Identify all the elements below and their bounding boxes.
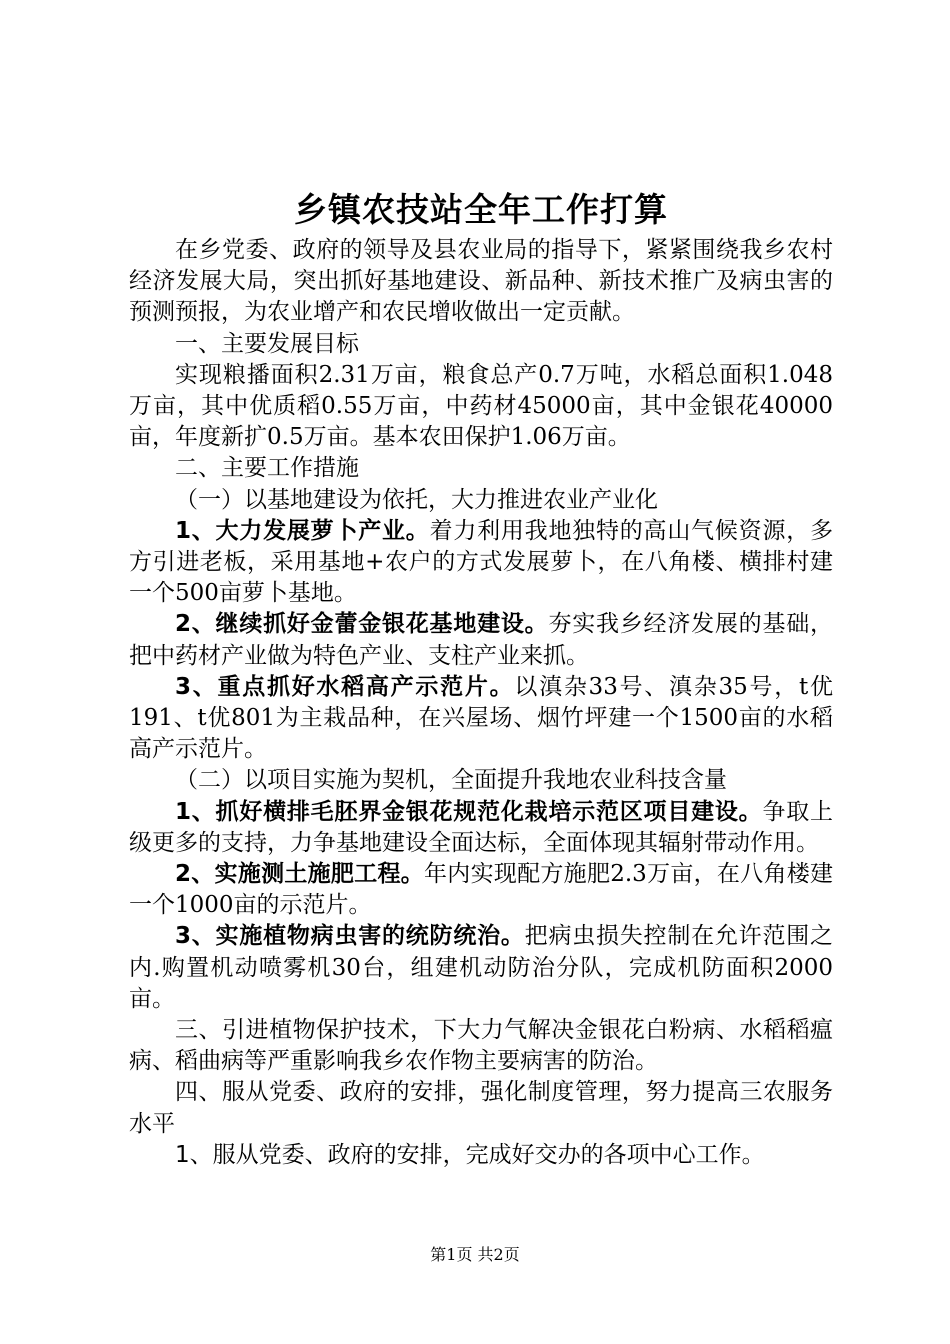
item-lead: 2、继续抓好金蕾金银花基地建设。 — [175, 611, 549, 638]
item-text: 年内实现配方施肥2.3万亩，在八角楼建一个1000亩的示范片。 — [129, 861, 833, 919]
subsection-2-item-2 — [129, 859, 833, 921]
subsection-2-item-1 — [129, 797, 833, 859]
item-lead: 2、实施测土施肥工程。 — [175, 861, 425, 888]
section-4-heading: 四、服从党委、政府的安排，强化制度管理，努力提高三农服务水平 — [129, 1079, 833, 1137]
section-2-heading: 二、主要工作措施 — [175, 455, 359, 482]
document-body — [129, 185, 833, 1171]
item-text: 着力利用我地独特的高山气候资源，多方引进老板，采用基地+农户的方式发展萝卜，在八角楼、横排村建一个500亩萝卜基地。 — [129, 517, 833, 607]
section-3-text: 三、引进植物保护技术，下大力气解决金银花白粉病、水稻稻瘟病、稻曲病等严重影响我乡农作物主要病害的防治。 — [129, 1017, 833, 1075]
intro-paragraph: 在乡党委、政府的领导及县农业局的指导下，紧紧围绕我乡农村经济发展大局，突出抓好基地建设、新品种、新技术推广及病虫害的预测预报，为农业增产和农民增收做出一定贡献。 — [129, 237, 833, 326]
item-text: 把病虫损失控制在允许范围之内.购置机动喷雾机30台，组建机动防治分队，完成机防面积2000亩。 — [129, 923, 833, 1012]
item-lead: 1、抓好横排毛胚界金银花规范化栽培示范区项目建设。 — [175, 798, 763, 825]
document-title: 乡镇农技站全年工作打算 — [294, 190, 668, 229]
item-lead: 1、大力发展萝卜产业。 — [175, 517, 430, 544]
item-text: 以滇杂33号、滇杂35号，t优191、t优801为主栽品种，在兴屋场、烟竹坪建一个1500亩的水稻高产示范片。 — [129, 673, 833, 763]
subsection-1-item-1 — [129, 516, 833, 610]
item-lead: 3、重点抓好水稻高产示范片。 — [175, 673, 515, 700]
section-4-item-1: 1、服从党委、政府的安排，完成好交办的各项中心工作。 — [175, 1141, 765, 1168]
subsection-1-item-2 — [129, 609, 833, 671]
item-text: 夯实我乡经济发展的基础，把中药材产业做为特色产业、支柱产业来抓。 — [129, 611, 834, 669]
section-1-text: 实现粮播面积2.31万亩，粮食总产0.7万吨，水稻总面积1.048万亩，其中优质稻0.55万亩，中药材45000亩，其中金银花40000亩，年度新扩0.5万亩。基本农田保护1.06万亩。 — [129, 361, 833, 451]
subsection-2-item-3 — [129, 921, 833, 1015]
subsection-1-heading: （一）以基地建设为依托，大力推进农业产业化 — [175, 486, 658, 513]
subsection-1-item-3 — [129, 672, 833, 766]
page-footer: 第1页 共2页 — [430, 1245, 520, 1264]
section-1-heading: 一、主要发展目标 — [175, 330, 359, 357]
item-lead: 3、实施植物病虫害的统防统治。 — [175, 923, 525, 950]
subsection-2-heading: （二）以项目实施为契机，全面提升我地农业科技含量 — [175, 767, 727, 794]
item-text: 争取上级更多的支持，力争基地建设全面达标，全面体现其辐射带动作用。 — [129, 798, 833, 856]
